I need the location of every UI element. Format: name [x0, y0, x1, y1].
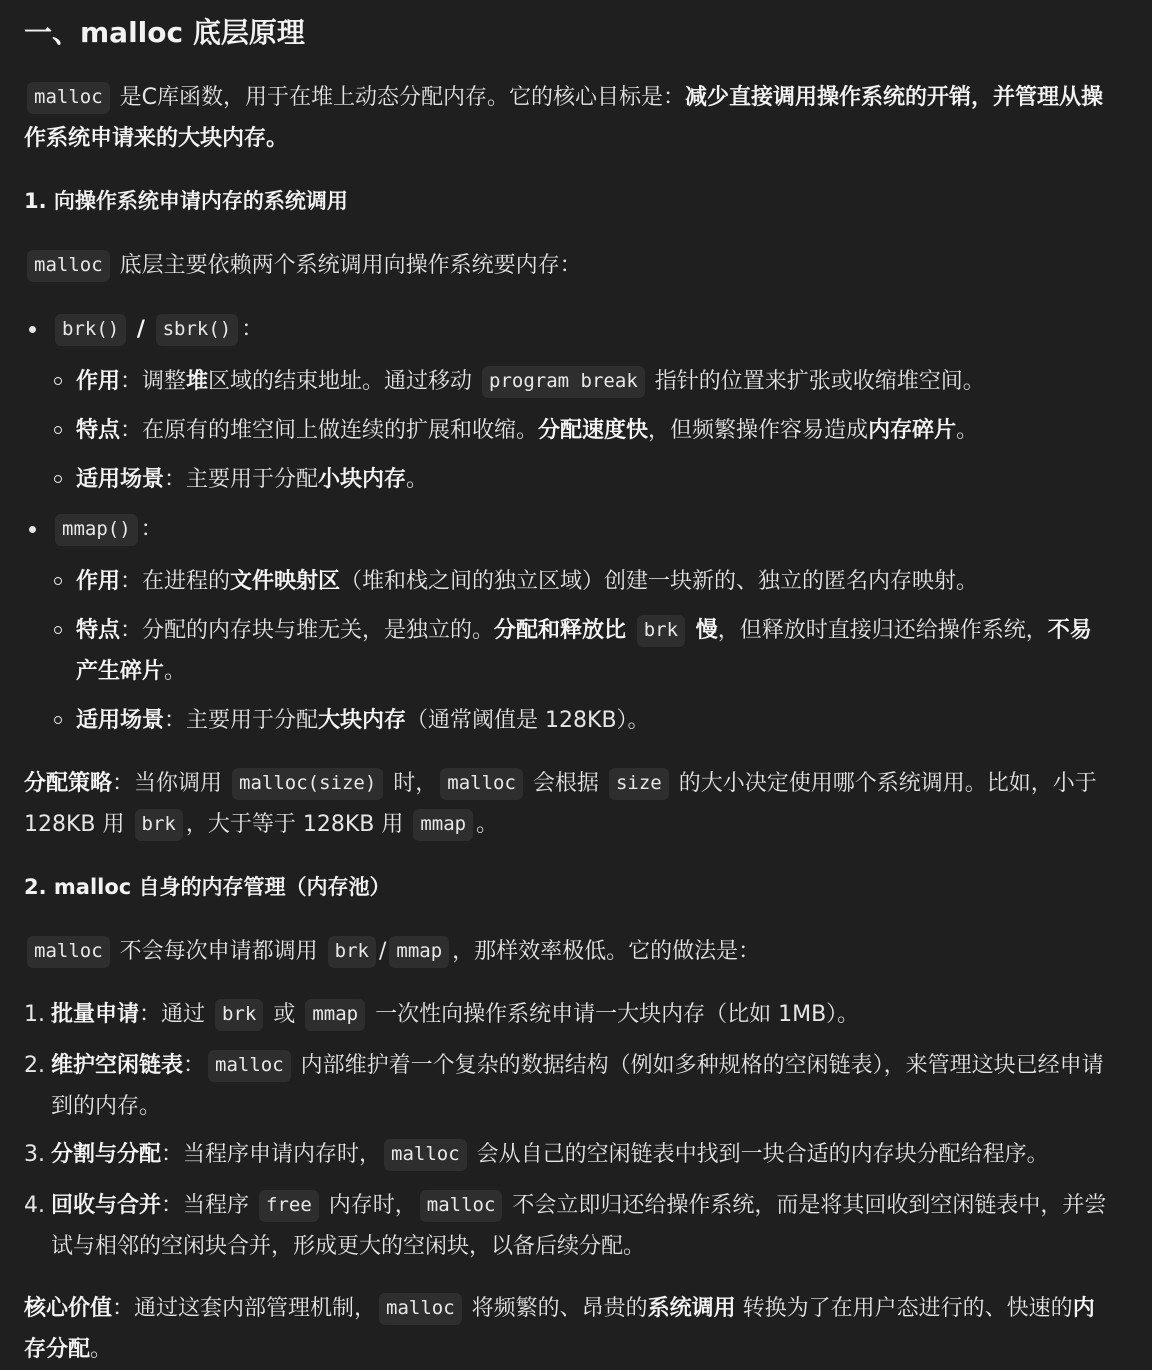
list-item-brk-feature: 特点：在原有的堆空间上做连续的扩展和收缩。分配速度快，但频繁操作容易造成内存碎片。 — [24, 410, 1112, 451]
inline-code: mmap() — [55, 514, 138, 546]
inline-code: mmap — [305, 999, 365, 1031]
list-item-mmap-usage: 适用场景：主要用于分配大块内存（通常阈值是 128KB）。 — [24, 700, 1112, 741]
inline-code: malloc — [27, 936, 110, 968]
mmap-details — [24, 561, 1112, 741]
section-1-lead: malloc 底层主要依赖两个系统调用向操作系统要内存： — [24, 245, 1112, 286]
inline-code: malloc(size) — [232, 768, 383, 800]
section-2-lead: malloc 不会每次申请都调用 brk / mmap ，那样效率极低。它的做法是： — [24, 931, 1112, 972]
syscall-list-mmap — [24, 509, 1112, 550]
list-item-brk-role: 作用：调整堆区域的结束地址。通过移动 program break 指针的位置来扩张或收缩堆空间。 — [24, 361, 1112, 402]
inline-code: program break — [482, 366, 645, 398]
step-item-1: 1. 批量申请：通过 brk 或 mmap 一次性向操作系统申请一大块内存（比如 1MB）。 — [24, 994, 1112, 1035]
inline-code: brk — [215, 999, 263, 1031]
step-item-2: 2. 维护空闲链表： malloc 内部维护着一个复杂的数据结构（例如多种规格的空闲链表），来管理这块已经申请到的内存。 — [24, 1045, 1112, 1127]
allocation-strategy: 分配策略：当你调用 malloc(size) 时， malloc 会根据 size 的大小决定使用哪个系统调用。比如，小于 128KB 用 brk ，大于等于 128KB 用 mmap 。 — [24, 763, 1112, 845]
inline-code: malloc — [27, 250, 110, 282]
inline-code: mmap — [389, 936, 449, 968]
intro-emphasis: 减少直接调用操作系统的开销，并管理从操作系统申请来的大块内存。 — [24, 85, 1104, 151]
section-1-heading: 1. 向操作系统申请内存的系统调用 — [24, 189, 348, 213]
page-title: 一、malloc 底层原理 — [24, 16, 305, 49]
list-item-mmap-feature: 特点：分配的内存块与堆无关，是独立的。分配和释放比 brk 慢，但释放时直接归还给操作系统，不易产生碎片。 — [24, 610, 1112, 692]
syscall-list-brk — [24, 309, 1112, 350]
inline-code: mmap — [413, 809, 473, 841]
inline-code: malloc — [379, 1293, 462, 1325]
intro-paragraph: malloc 是C库函数，用于在堆上动态分配内存。它的核心目标是：减少直接调用操作系统的开销，并管理从操作系统申请来的大块内存。 — [24, 77, 1112, 159]
list-item-mmap-role: 作用：在进程的文件映射区（堆和栈之间的独立区域）创建一块新的、独立的匿名内存映射。 — [24, 561, 1112, 602]
section-2-heading: 2. malloc 自身的内存管理（内存池） — [24, 875, 391, 899]
core-value: 核心价值：通过这套内部管理机制， malloc 将频繁的、昂贵的系统调用 转换为了在用户态进行的、快速的内存分配。 — [24, 1288, 1112, 1370]
inline-code: sbrk() — [156, 314, 239, 346]
inline-code: malloc — [208, 1050, 291, 1082]
memory-pool-steps — [24, 994, 1112, 1267]
list-item-brk-usage: 适用场景：主要用于分配小块内存。 — [24, 459, 1112, 500]
inline-code: free — [259, 1190, 319, 1222]
inline-code: brk() — [55, 314, 126, 346]
inline-code: malloc — [440, 768, 523, 800]
inline-code: brk — [135, 809, 183, 841]
step-item-3: 3. 分割与分配：当程序申请内存时， malloc 会从自己的空闲链表中找到一块合适的内存块分配给程序。 — [24, 1134, 1112, 1175]
inline-code: brk — [328, 936, 376, 968]
inline-code: malloc — [420, 1190, 503, 1222]
list-item-mmap: mmap() ： — [24, 509, 1112, 550]
brk-details — [24, 361, 1112, 500]
inline-code: malloc — [384, 1139, 467, 1171]
inline-code: brk — [637, 615, 685, 647]
inline-code: malloc — [27, 82, 110, 114]
inline-code: size — [609, 768, 669, 800]
step-item-4: 4. 回收与合并：当程序 free 内存时， malloc 不会立即归还给操作系统，而是将其回收到空闲链表中，并尝试与相邻的空闲块合并，形成更大的空闲块，以备后续分配。 — [24, 1185, 1112, 1267]
list-item-brk: brk() / sbrk() ： — [24, 309, 1112, 350]
